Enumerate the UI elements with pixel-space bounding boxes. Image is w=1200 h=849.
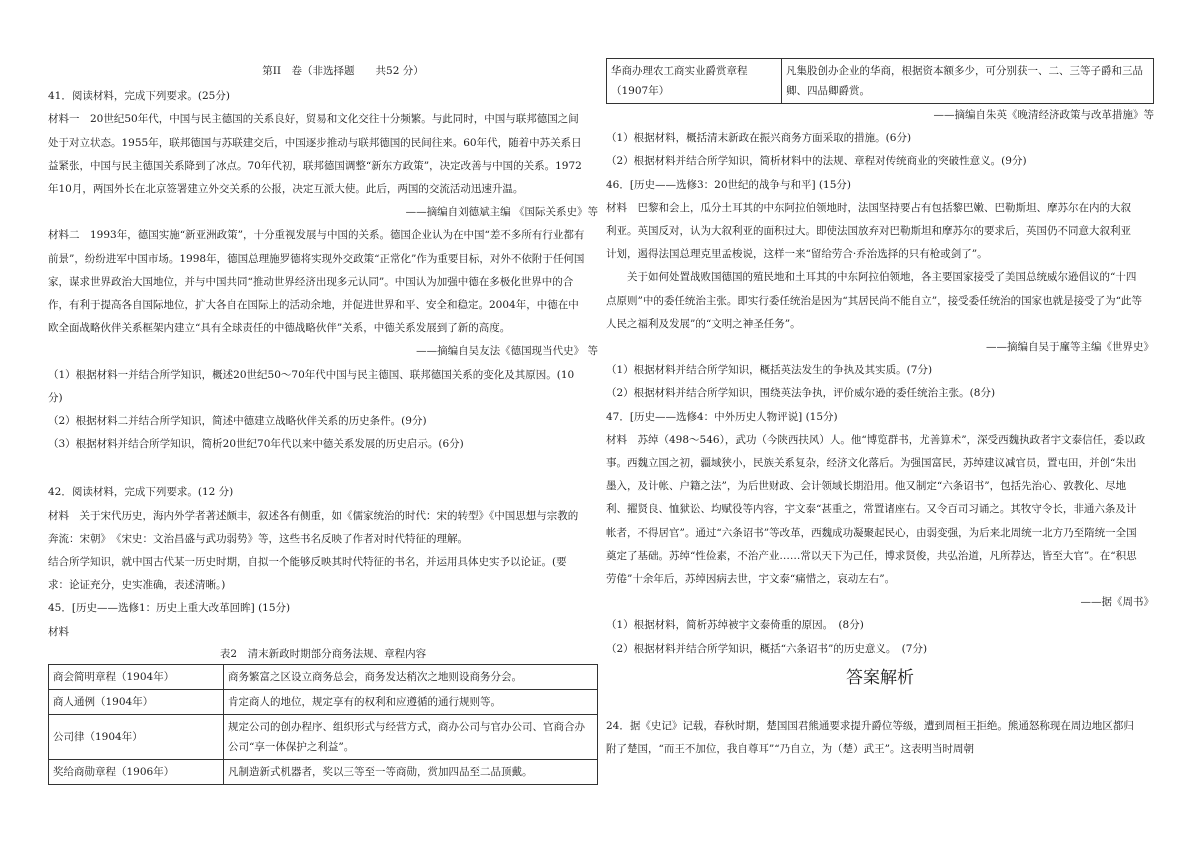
regulation-name: 商会简明章程（1904年） [49, 664, 224, 689]
q41-material-line: 家，谋求世界政治大国地位，并与中国共同“推动世界经济出现多元认同”。中国认为加强中德在多极化世界中的合 [48, 275, 574, 288]
q41-m2-source: ——摘编自吴友法《德国现当代史》 等 [416, 345, 598, 358]
q46-source: ——摘编自吴于廑等主编《世界史》 [986, 341, 1154, 354]
q41-prompt: 41．阅读材料，完成下列要求。(25分) [48, 90, 230, 103]
q46-line: 人民之福利及发展”的“文明之神圣任务”。 [606, 317, 801, 330]
q41-material-line: 益紧张，中国与民主德国关系降到了冰点。70年代初，联邦德国调整“新东方政策”，决定改善与中国的关系。1972 [48, 159, 582, 172]
q42-prompt: 42．阅读材料，完成下列要求。(12 分) [48, 486, 234, 499]
q47-line: 事。西魏立国之初，疆域狭小，民族关系复杂，经济文化落后。为强国富民，苏绰建议减官员，置屯田，并创“朱出 [606, 457, 1137, 470]
q41-material-line: 处于对立状态。1955年，联邦德国与苏联建交后，中国逐步推动与联邦德国的民间往来。60年代，随着中苏关系日 [48, 136, 582, 149]
q42-line: 求：论证充分，史实准确，表述清晰。) [48, 579, 226, 592]
right-column [606, 58, 1154, 761]
q41-material-line: 前景”，纷纷进军中国市场。1998年，德国总理施罗德将实现外交政策“正常化”作为重要目标，对外不依附于任何国 [48, 252, 585, 265]
q41-m1-source: ——摘编自刘德斌主编 《国际关系史》等 [405, 206, 598, 219]
q45-prompt: 45．[历史——选修1：历史上重大改革回眸] (15分) [48, 602, 291, 615]
q41-material-line: 年10月，两国外长在北京签署建立外交关系的公报，决定互派大使。此后，两国的交流活动迅速升温。 [48, 183, 524, 196]
q41-question: （1）根据材料一并结合所学知识，概述20世纪50～70年代中国与民主德国、联邦德国关系的变化及其原因。(10 [48, 368, 575, 381]
regulation-name: 奖给商勋章程（1906年） [49, 759, 224, 784]
table-caption: 表2 清末新政时期部分商务法规、章程内容 [219, 647, 427, 660]
q45-question: （2）根据材料并结合所学知识，简析材料中的法规、章程对传统商业的突破性意义。(9分) [606, 155, 1027, 168]
q41-question: 分) [48, 391, 63, 404]
q47-question: （1）根据材料，简析苏绰被宇文泰倚重的原因。 (8分) [606, 619, 864, 632]
q47-line: 帐者，不得居官”。通过“六条诏书”等改革，西魏成功凝聚起民心，由弱变强，为后来北周统一北方乃至隋统一全国 [606, 526, 1137, 539]
q47-source: ——据《周书》 [1080, 596, 1154, 609]
q45-source: ——摘编自朱英《晚清经济政策与改革措施》等 [933, 109, 1154, 121]
regulation-content: 凡制造新式机器者，奖以三等至一等商勋，赏加四品至二品顶戴。 [224, 759, 598, 784]
q24-line: 附了楚国，“而王不加位，我自尊耳”“乃自立，为（楚）武王”。这表明当时周朝 [606, 743, 974, 756]
q46-question: （1）根据材料并结合所学知识，概括英法发生的争执及其实质。(7分) [606, 364, 933, 377]
q42-line: 结合所学知识，就中国古代某一历史时期，自拟一个能够反映其时代特征的书名，并运用具体史实予以论证。(要 [48, 556, 567, 569]
regulation-content: 商务繁富之区设立商务总会，商务发达稍次之地则设商务分会。 [224, 664, 598, 689]
q46-prompt: 46．[历史——选修3：20世纪的战争与和平] (15分) [606, 178, 851, 191]
q45-material-label: 材料 [48, 625, 69, 638]
regulation-content: 凡集股创办企业的华商，根据资本额多少，可分别获一、二、三等子爵和三品卿、四品卿爵赏。 [782, 59, 1154, 104]
q47-line: 奠定了基础。苏绰“性俭素，不治产业……常以天下为己任，博求贤俊，共弘治道，凡所荐达，皆至大官”。在“积思 [606, 549, 1137, 562]
q41-question: （2）根据材料二并结合所学知识，简述中德建立战略伙伴关系的历史条件。(9分) [48, 415, 427, 428]
q47-prompt: 47．[历史——选修4：中外历史人物评说] (15分) [606, 410, 838, 423]
table-row [607, 59, 1154, 104]
table-row [49, 759, 598, 784]
table-row [49, 689, 598, 714]
q42-line: 材料 关于宋代历史，海内外学者著述颇丰，叙述各有侧重，如《儒家统治的时代：宋的转型》《中国思想与宗教的 [48, 509, 579, 522]
section-title: 第II 卷（非选择题 共52 分） [262, 65, 424, 77]
regulation-name: 商人通例（1904年） [49, 689, 224, 714]
regulation-content: 肯定商人的地位，规定享有的权利和应遵循的通行规则等。 [224, 689, 598, 714]
regulation-content: 规定公司的创办程序、组织形式与经营方式，商办公司与官办公司、官商合办公司“享一体保护之利益”。 [224, 714, 598, 759]
q41-material-line: 作，有利于提高各自国际地位，扩大各自在国际上的活动余地，并促进世界和平、安全和稳定。2004年，中德在中 [48, 299, 579, 312]
q41-material-line: 材料一 20世纪50年代，中国与民主德国的关系良好，贸易和文化交往十分频繁。与此同时，中国与联邦德国之间 [48, 113, 579, 126]
table-row [49, 714, 598, 759]
q46-question: （2）根据材料并结合所学知识，围绕英法争执，评价威尔逊的委任统治主张。(8分) [606, 387, 996, 400]
q46-line: 计划，遏得法国总理克里孟梭说，这样一来“留给劳合·乔治选择的只有枪或剑了”。 [606, 248, 988, 261]
q46-line: 利亚。英国反对，认为大叙利亚的面积过大。即使法国放弃对巴勒斯坦和摩苏尔的要求后，英国仍不同意大叙利亚 [606, 225, 1131, 238]
regulation-name: 华商办理农工商实业爵赏章程（1907年） [607, 59, 782, 104]
q47-question: （2）根据材料并结合所学知识，概括“六条诏书”的历史意义。 (7分) [606, 642, 928, 655]
q45-question: （1）根据材料，概括清末新政在振兴商务方面采取的措施。(6分) [606, 132, 912, 145]
q47-line: 墨入，及计帐、户籍之法”，为后世财政、会计领域长期沿用。他又制定“六条诏书”，包括先治心、敦教化、尽地 [606, 480, 1127, 493]
regulations-table [48, 664, 598, 785]
table-row [49, 664, 598, 689]
q47-line: 利、擢贤良、恤狱讼、均赋役等内容，宇文泰“甚重之，常置诸座右。又令百司习诵之。其牧守令长，非通六条及计 [606, 503, 1137, 516]
q46-line: 点原则”中的委任统治主张。即实行委任统治是因为“其居民尚不能自立”，接受委任统治的国家也就是接受了为“此等 [606, 294, 1142, 307]
answer-section-title: 答案解析 [846, 667, 914, 688]
regulations-table-continued [606, 58, 1154, 104]
q47-line: 材料 苏绰（498～546），武功（今陕西扶风）人。他“博览群书，尤善算术”，深受西魏执政者宇文泰信任，委以政 [606, 433, 1146, 446]
regulation-name: 公司律（1904年） [49, 714, 224, 759]
left-column [48, 60, 598, 785]
q24-line: 24．据《史记》记载，春秋时期，楚国国君熊通要求提升爵位等级，遭到周桓王拒绝。熊通怒称现在周边地区都归 [606, 719, 1134, 732]
q42-line: 奔流：宋朝》 《宋史：文治昌盛与武功弱势》等，这些书名反映了作者对时代特征的理解。 [48, 532, 468, 545]
q46-line: 材料 巴黎和会上，瓜分土耳其的中东阿拉伯领地时，法国坚持要占有包括黎巴嫩、巴勒斯坦、摩苏尔在内的大叙 [606, 201, 1131, 214]
q41-question: （3）根据材料并结合所学知识，简析20世纪70年代以来中德关系发展的历史启示。(6分) [48, 438, 464, 451]
q47-line: 劳倦”十余年后，苏绰因病去世，宇文泰“痛惜之，哀动左右”。 [606, 573, 896, 586]
q41-material-line: 材料二 1993年，德国实施“新亚洲政策”，十分重视发展与中国的关系。德国企业认为在中国“差不多所有行业都有 [48, 229, 585, 242]
q46-line: 关于如何处置战败国德国的殖民地和土耳其的中东阿拉伯领地，各主要国家接受了美国总统威尔逊倡议的“十四 [627, 271, 1137, 284]
q41-material-line: 欧全面战略伙伴关系框架内建立“具有全球责任的中德战略伙伴”关系，中德关系发展到了新的高度。 [48, 322, 511, 335]
